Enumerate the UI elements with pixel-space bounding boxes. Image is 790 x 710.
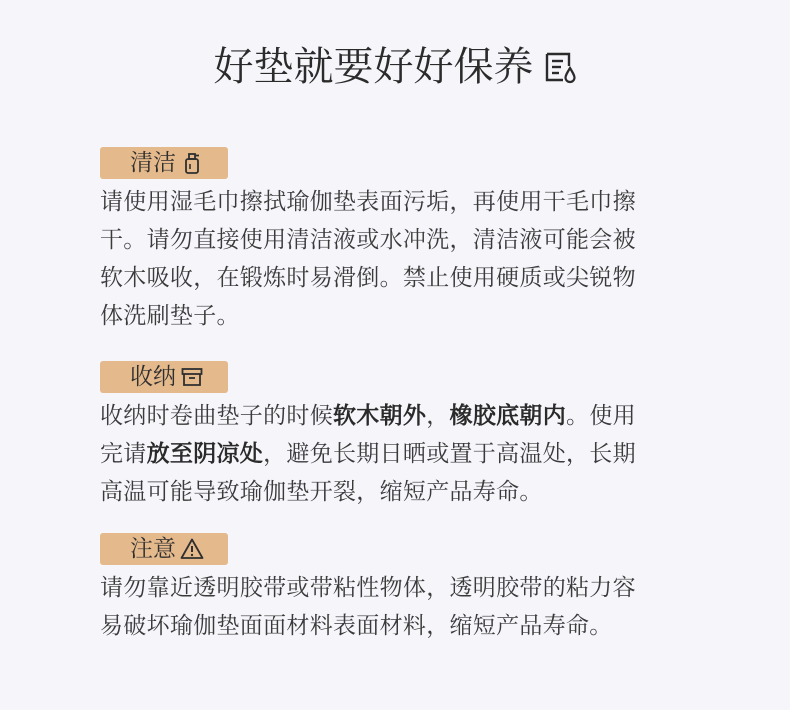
section-paragraph [100,397,700,511]
section-body [100,183,700,335]
body-text: 请使用湿毛巾擦拭瑜伽垫表面污垢，再使用干毛巾擦 [100,189,636,215]
section-tag-label: 注意 [130,536,176,562]
section-caution [100,533,700,645]
section-tag-label: 清洁 [130,150,176,176]
body-text: 。使用 [566,403,636,429]
body-text: 易破坏瑜伽垫面面材料表面材料，缩短产品寿命。 [100,613,613,639]
body-text: 高温可能导致瑜伽垫开裂，缩短产品寿命。 [100,479,543,505]
section-tag [100,147,228,179]
body-text: 请勿靠近透明胶带或带粘性物体，透明胶带的粘力容 [100,575,636,601]
body-text: 收纳时卷曲垫子的时候 [100,403,333,429]
section-storage [100,361,700,511]
warning-triangle-icon [180,537,204,561]
section-tag-label: 收纳 [130,364,176,390]
body-text: 软木吸收，在锻炼时易滑倒。禁止使用硬质或尖锐物 [100,265,636,291]
page-title: 好垫就要好好保养 [213,44,534,90]
emphasis-text: 软木朝外 [333,403,427,429]
storage-box-icon [180,365,204,389]
care-document-icon [543,50,577,84]
body-text: ， [426,403,450,429]
page-title-row [0,40,790,94]
section-paragraph [100,183,700,335]
section-body [100,569,700,645]
body-text: 体洗刷垫子。 [100,303,240,329]
body-text: 完请 [100,441,147,467]
body-text: ，避免长期日晒或置于高温处，长期 [263,441,636,467]
section-tag [100,361,228,393]
section-paragraph [100,569,700,645]
section-body [100,397,700,511]
body-text: 干。请勿直接使用清洁液或水冲洗，清洁液可能会被 [100,227,636,253]
emphasis-text: 橡胶底朝内 [449,403,567,429]
section-cleaning [100,147,700,335]
section-tag [100,533,228,565]
cleaning-bottle-icon [180,151,204,175]
emphasis-text: 放至阴凉处 [146,441,264,467]
